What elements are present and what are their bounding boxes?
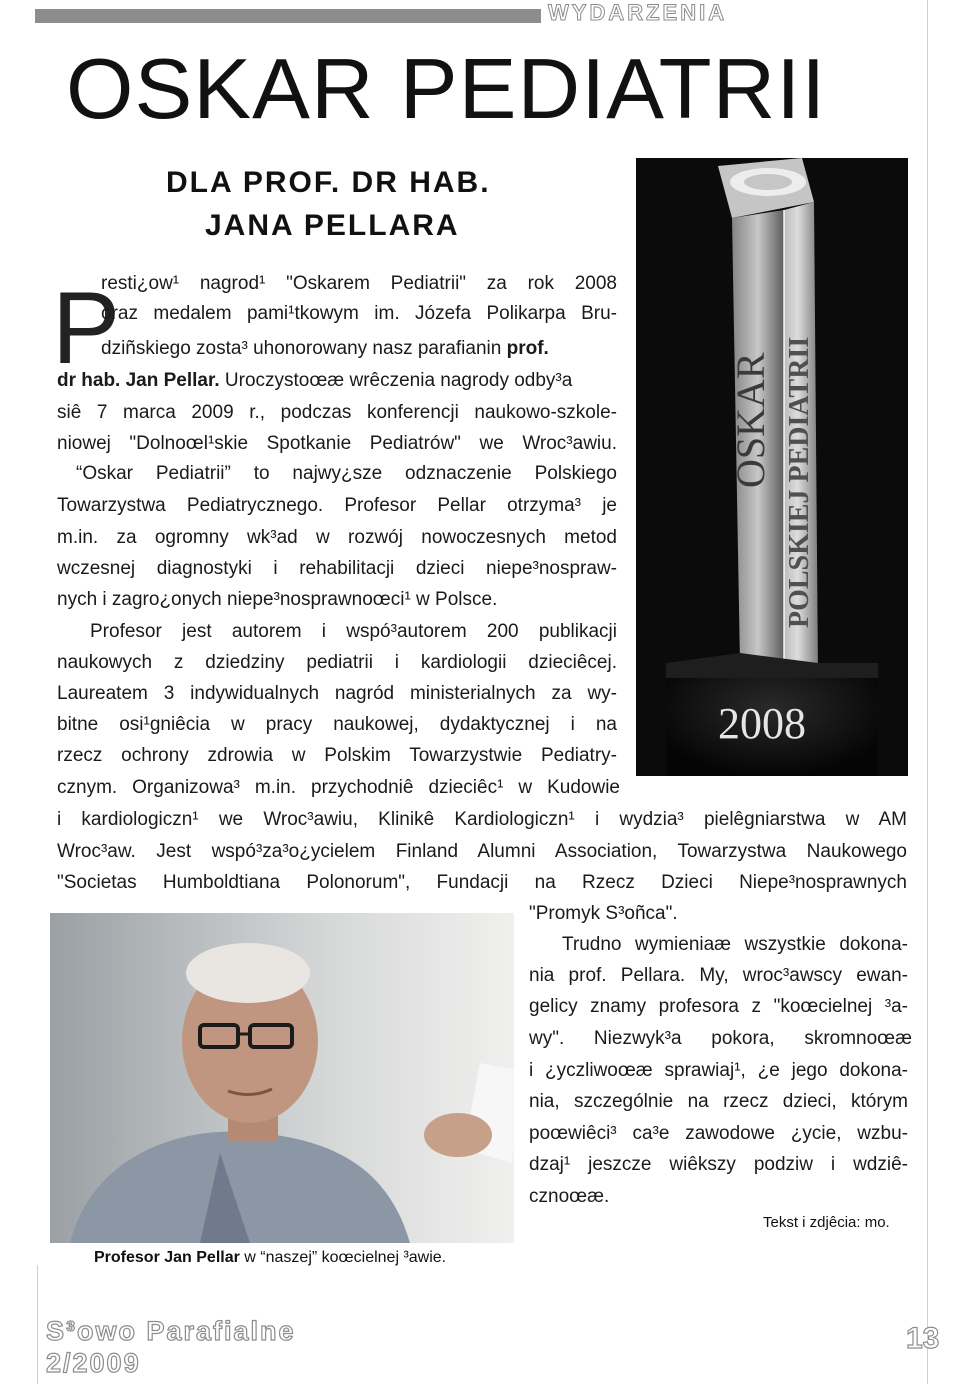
trophy-engraving-name: POLSKIEJ PEDIATRII xyxy=(784,336,815,628)
page-number: 13 xyxy=(906,1322,940,1355)
caption-text: w “naszej” koœcielnej ³awie. xyxy=(239,1249,447,1266)
section-label: WYDARZENIA xyxy=(548,0,728,25)
trophy-engraving-oskar: OSKAR xyxy=(728,352,773,488)
footer-magazine-name: S³owo Parafialne xyxy=(46,1316,296,1346)
text-line: nia prof. Pellara. My, wroc³awscy ewan- xyxy=(529,965,908,986)
text-line: resti¿ow¹ nagrod¹ "Oskarem Pediatrii" za rok 2008 xyxy=(101,273,617,294)
text-line: poœwiêci³ ca³e zawodowe ¿ycie, wzbu- xyxy=(529,1123,908,1144)
text-line: "Promyk S³oñca". xyxy=(529,903,678,924)
text-line: niowej "Dolnoœl¹skie Spotkanie Pediatrów" we Wroc³awiu. xyxy=(57,433,617,454)
text-line: nia, szczególnie na rzecz dzieci, którym xyxy=(529,1091,908,1112)
article-subtitle-line-1: DLA PROF. DR HAB. xyxy=(166,166,491,199)
text-line: Trudno wymieniaæ wszystkie dokona- xyxy=(562,934,908,955)
text-fragment: dziñskiego zosta³ uhonorowany nasz parafianin xyxy=(101,338,502,359)
text-line: i kardiologiczn¹ we Wroc³awiu, Klinikê Kardiologiczn¹ i wydzia³ pielêgniarstwa w AM xyxy=(57,809,907,830)
text-line: naukowych z dziedziny pediatrii i kardiologii dzieciêcej. xyxy=(57,652,617,673)
text-line xyxy=(57,369,572,393)
portrait-photo xyxy=(50,913,514,1243)
text-line: gelicy znamy profesora z "koœcielnej ³a- xyxy=(529,996,908,1017)
trophy-photo xyxy=(636,158,908,776)
header-bar xyxy=(35,9,541,23)
text-line: Wroc³aw. Jest wspó³za³o¿ycielem Finland Alumni Association, Towarzystwa Naukowego xyxy=(57,841,907,862)
text-line xyxy=(101,337,549,361)
text-fragment-bold: prof. xyxy=(506,338,549,359)
text-line: wczesnej diagnostyki i rehabilitacji dzieci niepe³nospraw- xyxy=(57,558,617,579)
text-line: Towarzystwa Pediatrycznego. Profesor Pellar otrzyma³ je xyxy=(57,495,617,516)
text-line: “Oskar Pediatrii” to najwy¿sze odznaczenie Polskiego xyxy=(76,463,617,484)
text-line: wy". Niezwyk³a pokora, skromnoœæ xyxy=(529,1028,912,1049)
footer-issue: 2/2009 xyxy=(46,1348,141,1378)
text-line: Laureatem 3 indywidualnych nagród ministerialnych za wy- xyxy=(57,683,617,704)
text-line: m.in. za ogromny wk³ad w rozwój nowoczesnych metod xyxy=(57,527,617,548)
photo-credit: Tekst i zdjêcia: mo. xyxy=(763,1214,890,1231)
drop-cap: P xyxy=(52,271,121,385)
text-line: i ¿yczliwoœæ sprawiaj¹, ¿e jego dokona- xyxy=(529,1060,908,1081)
portrait-illustration xyxy=(50,913,514,1243)
trophy-illustration xyxy=(636,158,908,776)
page-edge-rule xyxy=(927,0,928,1384)
text-fragment: Uroczystoœæ wrêczenia nagrody odby³a xyxy=(219,370,573,391)
text-line: dzaj¹ jeszcze wiêkszy podziw i wdziê- xyxy=(529,1154,908,1175)
footer-rule xyxy=(37,1265,38,1384)
trophy-year: 2008 xyxy=(718,699,806,748)
text-line: rzecz ochrony zdrowia w Polskim Towarzystwie Pediatry- xyxy=(57,745,617,766)
caption-name: Profesor Jan Pellar xyxy=(94,1249,240,1266)
text-line: cznym. Organizowa³ m.in. przychodniê dzieciêc¹ w Kudowie xyxy=(57,777,620,798)
text-line: bitne osi¹gniêcia w pracy naukowej, dydaktycznej i na xyxy=(57,714,617,735)
article-subtitle-line-2: JANA PELLARA xyxy=(205,209,460,242)
text-line: Profesor jest autorem i wspó³autorem 200 publikacji xyxy=(90,621,617,642)
photo-caption xyxy=(94,1249,446,1267)
text-fragment-bold: dr hab. Jan Pellar. xyxy=(57,370,220,391)
text-line: oraz medalem pami¹tkowym im. Józefa Polikarpa Bru- xyxy=(101,303,617,324)
text-line: cznoœæ. xyxy=(529,1186,610,1207)
article-title: OSKAR PEDIATRII xyxy=(66,42,827,137)
text-line: "Societas Humboldtiana Polonorum", Fundacji na Rzecz Dzieci Niepe³nosprawnych xyxy=(57,872,907,893)
text-line: siê 7 marca 2009 r., podczas konferencji naukowo-szkole- xyxy=(57,402,617,423)
text-line: nych i zagro¿onych niepe³nosprawnoœci¹ w Polsce. xyxy=(57,589,498,610)
